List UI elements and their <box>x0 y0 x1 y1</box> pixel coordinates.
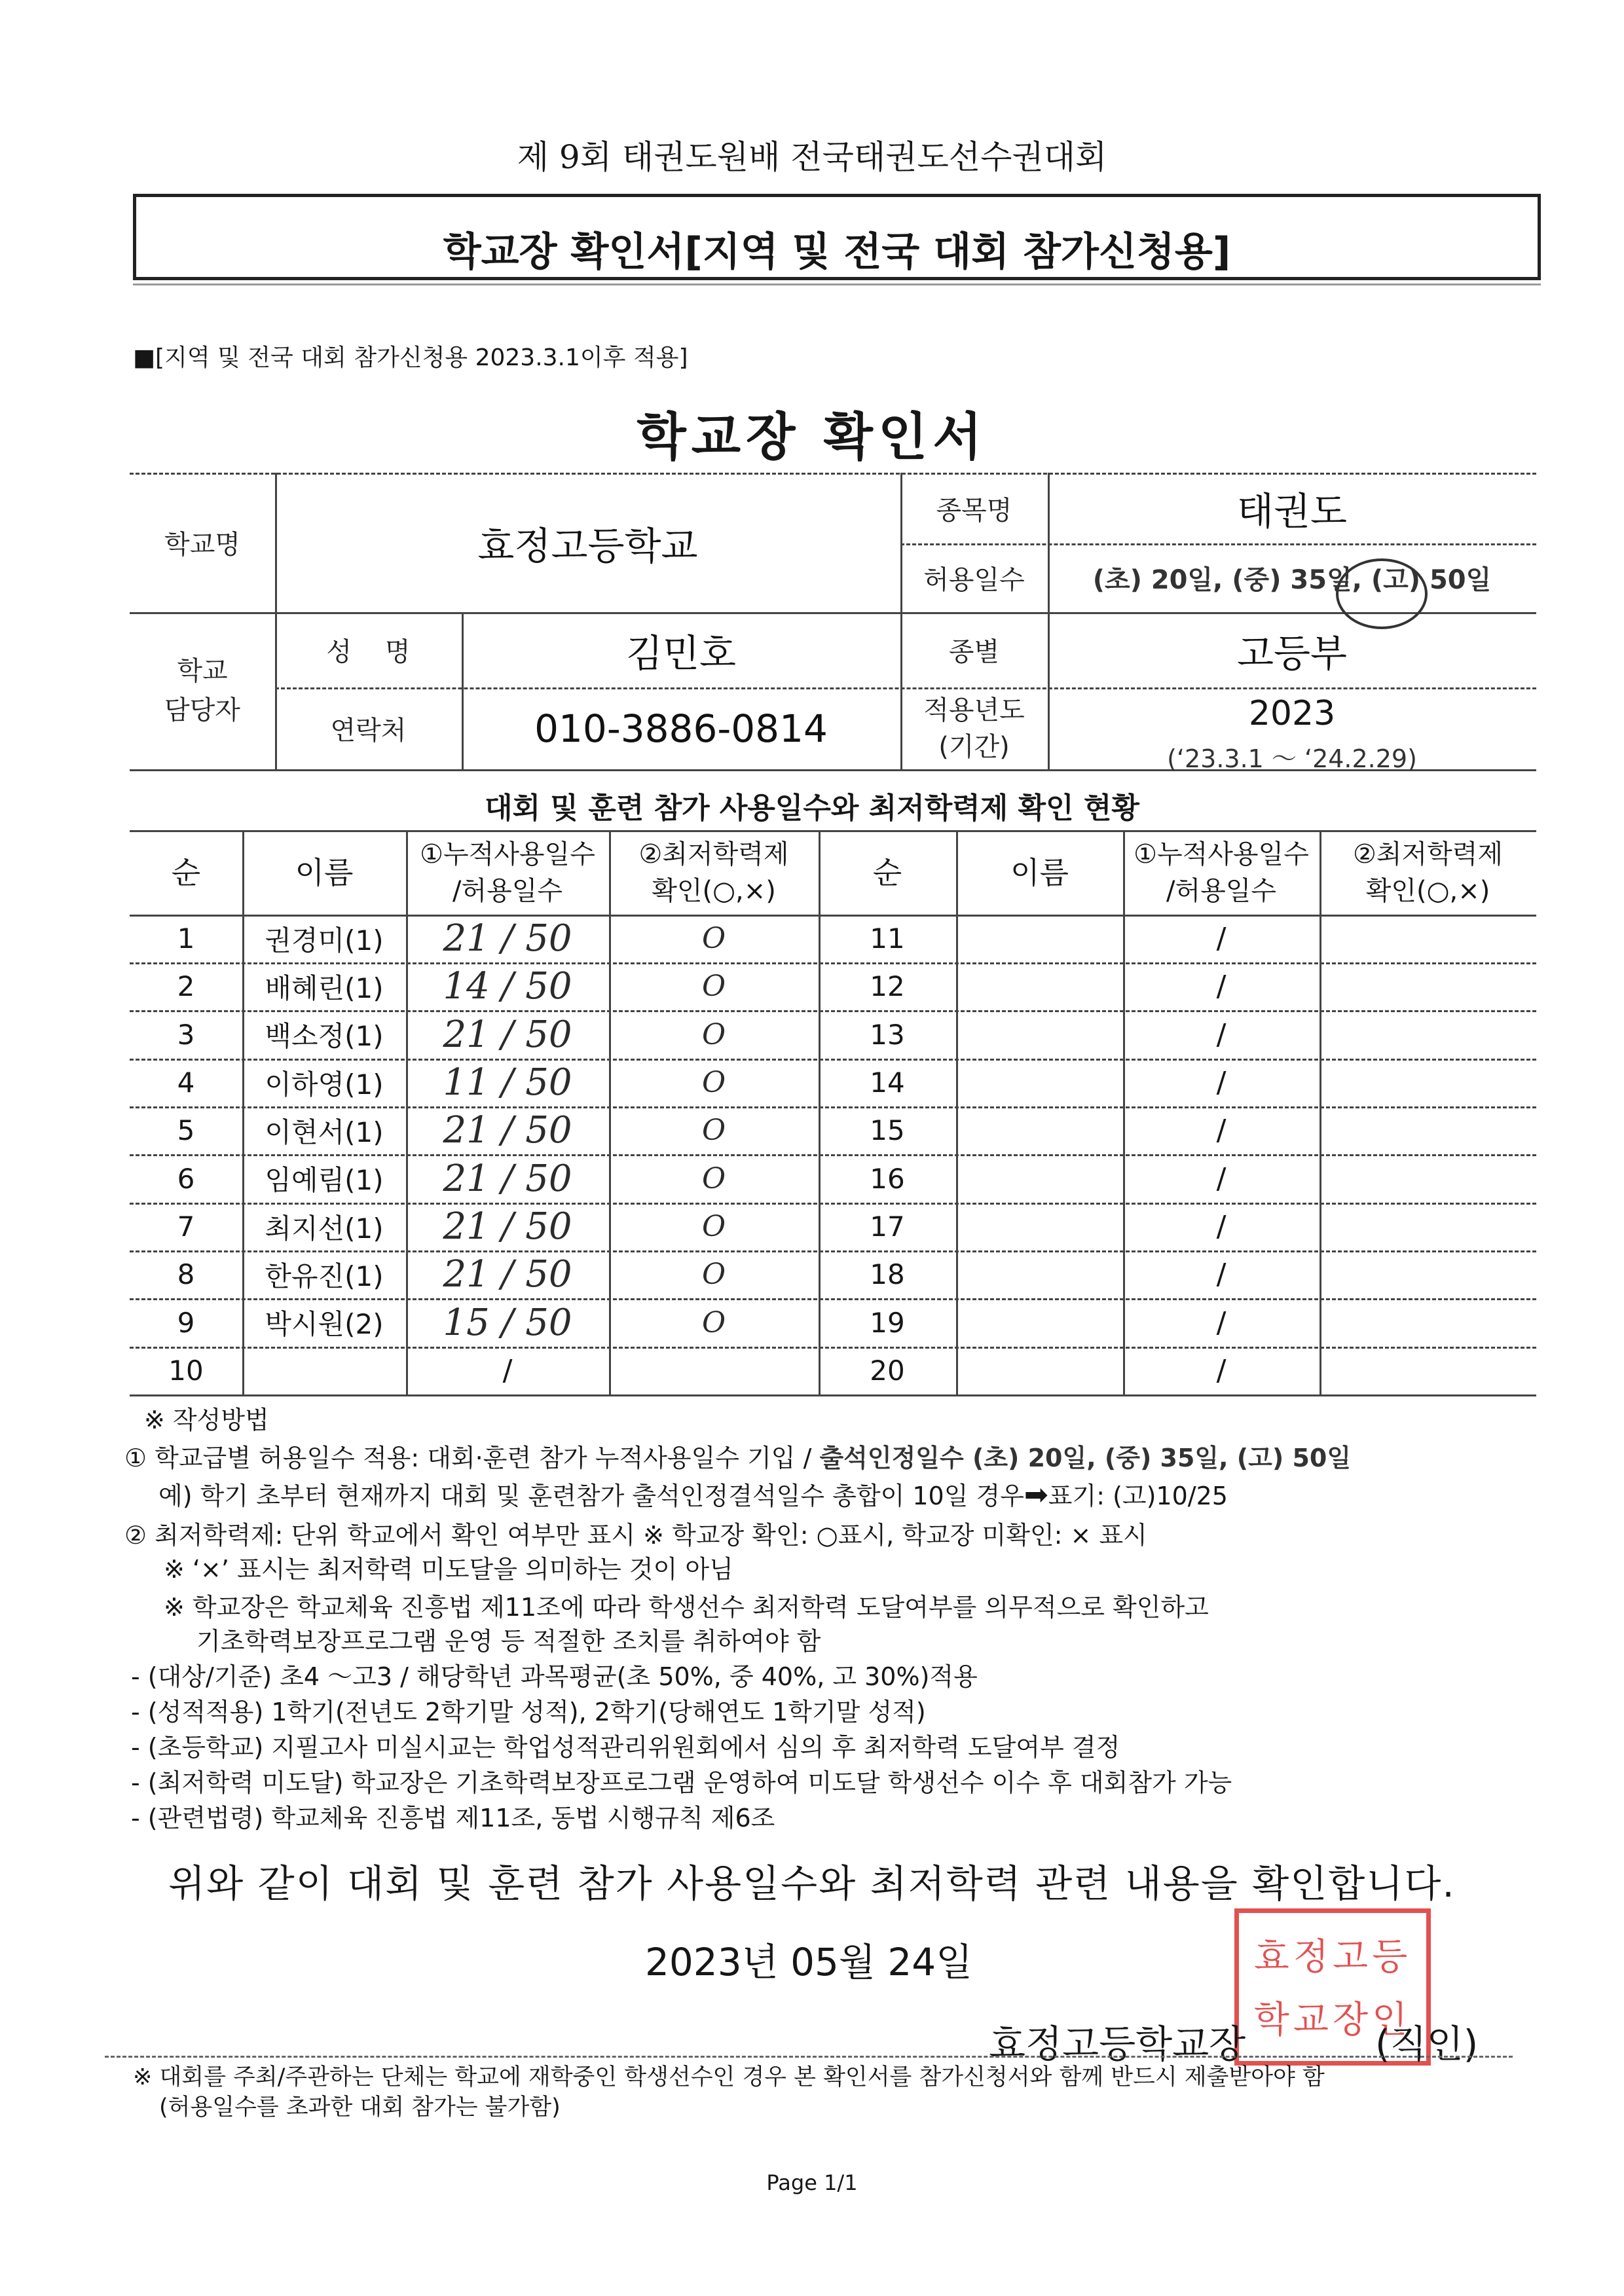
row-name <box>956 1059 1123 1106</box>
row-days: 21 / 50 <box>443 1253 572 1296</box>
header-name-left: 이름 <box>295 854 354 890</box>
row-name: 이현서(1) <box>265 1116 384 1148</box>
page-number: Page 1/1 <box>766 2170 858 2195</box>
division-value: 고등부 <box>1236 630 1348 676</box>
footer-note <box>133 2062 1325 2123</box>
row-check <box>1320 1250 1536 1298</box>
row-days: / <box>1216 1354 1227 1387</box>
row-name <box>242 1347 406 1394</box>
table-bottom-border <box>130 1394 1536 1396</box>
instruction-1-highlight: 출석인정일수 (초) 20일, (중) 35일, (고) 50일 <box>819 1444 1352 1472</box>
event-title: 제 9회 태권도원배 전국태권도선수권대회 <box>517 138 1107 176</box>
instruction-1-text: ① 학교급별 허용일수 적용: 대회·훈련 참가 누적사용일수 기입 / <box>124 1444 820 1472</box>
row-check <box>1320 1106 1536 1154</box>
row-days: / <box>1216 1066 1227 1099</box>
year-label: 적용년도 (기간) <box>923 695 1025 762</box>
footer-note-line-2: (허용일수를 초과한 대회 참가는 불가함) <box>159 2094 561 2121</box>
row-no: 9 <box>177 1306 195 1339</box>
row-name: 최지선(1) <box>265 1212 384 1245</box>
sport-value: 태권도 <box>1236 489 1348 534</box>
row-name: 배혜린(1) <box>265 972 384 1004</box>
header-days-right: ①누적사용일수 /허용일수 <box>1134 839 1309 906</box>
row-days: 21 / 50 <box>443 917 572 960</box>
apply-note: ■[지역 및 전국 대회 참가신청용 2023.3.1이후 적용] <box>133 344 688 371</box>
instruction-1-example-text: 예) 학기 초부터 현재까지 대회 및 훈련참가 출석인정결석일수 총합이 10일 경우 <box>158 1482 1024 1510</box>
row-name <box>956 1298 1123 1347</box>
instruction-1-example <box>158 1476 1228 1512</box>
principal-signature: 효정고등학교장 <box>989 2022 1246 2066</box>
row-name: 권경미(1) <box>265 924 384 957</box>
school-value: 효정고등학교 <box>477 523 698 568</box>
row-days: / <box>1216 970 1227 1003</box>
row-name <box>956 1106 1123 1154</box>
row-days: / <box>1216 1210 1227 1243</box>
instruction-1-example-notation: 표기: (고)10/25 <box>1048 1482 1228 1510</box>
row-days: 11 / 50 <box>443 1061 572 1104</box>
row-name <box>956 915 1123 962</box>
row-no: 10 <box>168 1355 204 1387</box>
row-days: / <box>1216 1305 1227 1339</box>
row-name <box>956 962 1123 1010</box>
row-check: O <box>701 1210 726 1243</box>
row-no: 1 <box>177 922 195 955</box>
row-check: O <box>701 1161 726 1195</box>
row-days: / <box>1216 1017 1227 1051</box>
row-check <box>609 1347 819 1394</box>
title-divider <box>133 283 1541 289</box>
row-check <box>1320 1298 1536 1347</box>
instruction-2-note: ※ ‘×’ 표시는 최저학력 미도달을 의미하는 것이 아님 <box>164 1555 733 1584</box>
header-check-left: ②최저학력제 확인(○,×) <box>638 839 789 906</box>
document-title-box <box>133 194 1541 280</box>
division-label: 종별 <box>948 637 1000 667</box>
row-check: O <box>701 1305 726 1339</box>
row-check <box>1320 1010 1536 1059</box>
name-label: 성 명 <box>326 637 411 667</box>
row-no: 16 <box>870 1162 905 1195</box>
footer-note-line-1: ※ 대회를 주최/주관하는 단체는 학교에 재학중인 학생선수인 경우 본 확인서를 참가신청서와 함께 반드시 제출받아야 함 <box>133 2064 1325 2090</box>
row-no: 19 <box>870 1306 905 1339</box>
sport-label: 종목명 <box>936 495 1012 526</box>
row-name: 백소정(1) <box>265 1020 384 1052</box>
row-name: 한유진(1) <box>265 1260 384 1292</box>
row-days: / <box>1216 922 1227 955</box>
row-no: 11 <box>870 922 905 955</box>
row-check: O <box>701 970 726 1003</box>
row-name <box>956 1347 1123 1394</box>
row-name <box>956 1250 1123 1298</box>
row-days: 21 / 50 <box>443 1205 572 1248</box>
row-days: / <box>1216 1114 1227 1147</box>
row-check: O <box>701 1114 726 1147</box>
contact-value: 010-3886-0814 <box>534 706 828 751</box>
row-no: 18 <box>870 1258 905 1290</box>
instructions-heading: ※ 작성방법 <box>144 1406 269 1434</box>
header-no-left: 순 <box>171 854 201 890</box>
row-no: 6 <box>177 1162 195 1195</box>
header-check-right: ②최저학력제 확인(○,×) <box>1352 839 1504 906</box>
row-name: 이하영(1) <box>265 1068 384 1101</box>
criteria-grades: - (성적적용) 1학기(전년도 2학기말 성적), 2학기(당해연도 1학기말 성적) <box>131 1698 926 1726</box>
instruction-1 <box>124 1438 1351 1474</box>
header-no-right: 순 <box>872 854 902 890</box>
row-no: 4 <box>177 1066 195 1099</box>
criteria-not-reached: - (최저학력 미도달) 학교장은 기초학력보장프로그램 운영하여 미도달 학생선수 이수 후 대회참가 가능 <box>131 1768 1232 1797</box>
school-label: 학교명 <box>164 530 240 560</box>
seal-label: (직인) <box>1375 2022 1479 2066</box>
row-name <box>956 1154 1123 1203</box>
row-no: 20 <box>870 1355 905 1387</box>
contact-label: 연락처 <box>330 716 407 746</box>
row-check <box>1320 962 1536 1010</box>
row-check <box>1320 1347 1536 1394</box>
row-days: / <box>502 1354 513 1387</box>
footer-divider <box>105 2056 1513 2058</box>
criteria-law: - (관련법령) 학교체육 진흥법 제11조, 동법 시행규칙 제6조 <box>131 1804 775 1832</box>
row-check <box>1320 1203 1536 1250</box>
name-value: 김민호 <box>625 630 737 676</box>
row-check <box>1320 915 1536 962</box>
seal-text: 효정고등 학교장인 <box>1253 1936 1412 2041</box>
row-days: 21 / 50 <box>443 1109 572 1152</box>
row-name <box>956 1203 1123 1250</box>
row-name: 박시원(2) <box>265 1308 384 1340</box>
instruction-2-duty: ※ 학교장은 학교체육 진흥법 제11조에 따라 학생선수 최저학력 도달여부를 의무적으로 확인하고 <box>164 1593 1209 1622</box>
section-title: 대회 및 훈련 참가 사용일수와 최저학력제 확인 현황 <box>485 792 1139 825</box>
allowed-days-value: (초) 20일, (중) 35일, (고) 50일 <box>1092 565 1492 595</box>
row-check <box>1320 1154 1536 1203</box>
instruction-2: ② 최저학력제: 단위 학교에서 확인 여부만 표시 ※ 학교장 확인: ○표시, 학교장 미확인: × 표시 <box>124 1521 1147 1550</box>
row-days: 21 / 50 <box>443 1157 572 1200</box>
row-no: 13 <box>870 1018 905 1051</box>
criteria-elementary: - (초등학교) 지필고사 미실시교는 학업성적관리위원회에서 심의 후 최저학력 도달여부 결정 <box>131 1733 1120 1762</box>
row-name: 임예림(1) <box>265 1164 384 1196</box>
row-no: 5 <box>177 1114 195 1146</box>
row-days: 15 / 50 <box>443 1301 572 1344</box>
row-check: O <box>701 1258 726 1291</box>
instruction-2-duty-cont: 기초학력보장프로그램 운영 등 적절한 조치를 취하여야 함 <box>196 1627 821 1656</box>
year-value: 2023 <box>1248 694 1336 733</box>
row-no: 17 <box>870 1211 905 1243</box>
manager-label: 학교 담당자 <box>164 656 240 725</box>
row-check: O <box>701 1017 726 1051</box>
issue-date: 2023년 05월 24일 <box>645 1940 973 1984</box>
row-no: 2 <box>177 970 195 1002</box>
row-days: 21 / 50 <box>443 1013 572 1056</box>
row-check: O <box>701 1066 726 1099</box>
row-no: 14 <box>870 1066 905 1099</box>
criteria-target: - (대상/기준) 초4 ～고3 / 해당학년 과목평균(초 50%, 중 40%, 고 30%)적용 <box>131 1662 978 1691</box>
row-no: 12 <box>870 970 905 1002</box>
row-no: 7 <box>177 1211 195 1243</box>
arrow-right-icon: ➡ <box>1024 1478 1048 1512</box>
allowed-days-label: 허용일수 <box>923 565 1025 595</box>
year-period: (‘23.3.1 ～ ‘24.2.29) <box>1167 744 1417 773</box>
row-check: O <box>701 922 726 955</box>
row-days: / <box>1216 1161 1227 1195</box>
form-title: 학교장 확인서 <box>637 408 987 467</box>
row-no: 3 <box>177 1018 195 1051</box>
header-name-right: 이름 <box>1010 854 1069 890</box>
row-no: 8 <box>177 1258 195 1290</box>
row-check <box>1320 1059 1536 1106</box>
confirmation-statement: 위와 같이 대회 및 훈련 참가 사용일수와 최저학력 관련 내용을 확인합니다. <box>168 1861 1456 1906</box>
header-days-left: ①누적사용일수 /허용일수 <box>420 839 595 906</box>
row-days: 14 / 50 <box>443 965 572 1008</box>
row-no: 15 <box>870 1114 905 1146</box>
row-name <box>956 1010 1123 1059</box>
document-title: 학교장 확인서[지역 및 전국 대회 참가신청용] <box>443 229 1231 275</box>
row-days: / <box>1216 1258 1227 1291</box>
